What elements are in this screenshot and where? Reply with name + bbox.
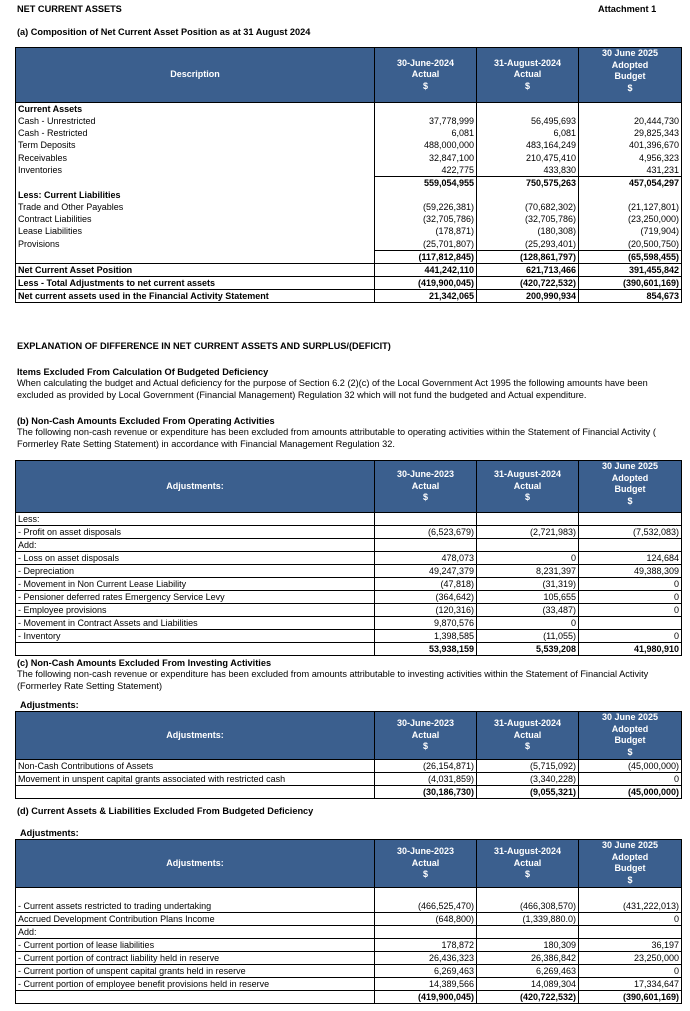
column-header-line1: 31-August-2024 <box>493 469 562 480</box>
row-value: 621,713,466 <box>477 263 579 276</box>
column-header-line2: Budget <box>614 484 646 494</box>
spacer-row <box>16 888 682 900</box>
net-current-assets-table <box>15 47 682 303</box>
column-header-line2: Actual <box>411 69 440 80</box>
column-header-line2: Actual <box>513 69 542 80</box>
row-value <box>375 925 477 938</box>
column-header <box>477 840 579 888</box>
row-value: 6,081 <box>477 127 579 139</box>
row-value: 478,073 <box>375 552 477 565</box>
row-value <box>579 617 682 630</box>
table-row <box>16 152 682 164</box>
table-row <box>16 103 682 116</box>
row-value: (70,682,302) <box>477 201 579 213</box>
table-row <box>16 115 682 127</box>
row-value: (1,339,880.0) <box>477 912 579 925</box>
row-value: (466,308,570) <box>477 900 579 913</box>
row-label: Lease Liabilities <box>16 225 375 237</box>
row-value: (390,601,169) <box>579 276 682 289</box>
column-header-line1: Description <box>170 69 220 80</box>
row-value: (648,800) <box>375 912 477 925</box>
column-header-line3: $ <box>524 492 530 503</box>
table-row <box>16 189 682 201</box>
row-label: Cash - Unrestricted <box>16 115 375 127</box>
table-row <box>16 990 682 1003</box>
column-header-top: 30 June 2025 <box>601 48 659 58</box>
row-value <box>477 189 579 201</box>
table-row <box>16 964 682 977</box>
row-label: - Pensioner deferred rates Emergency Service Levy <box>16 591 375 604</box>
table-row <box>16 139 682 151</box>
table-row <box>16 951 682 964</box>
table-header-row <box>16 840 682 888</box>
row-value: 488,000,000 <box>375 139 477 151</box>
row-value: (47,818) <box>375 578 477 591</box>
column-header-line2: Actual <box>411 729 440 740</box>
column-header <box>16 48 375 103</box>
row-value <box>477 539 579 552</box>
column-header-line2: Budget <box>614 71 646 81</box>
row-value: 401,396,670 <box>579 139 682 151</box>
row-label: Cash - Restricted <box>16 127 375 139</box>
row-value: 49,247,379 <box>375 565 477 578</box>
row-value: (33,487) <box>477 604 579 617</box>
row-value: 23,250,000 <box>579 951 682 964</box>
row-value: (5,715,092) <box>477 760 579 773</box>
row-label: - Current assets restricted to trading undertaking <box>16 900 375 913</box>
row-value <box>579 539 682 552</box>
column-header-line1: Adjustments: <box>166 729 224 740</box>
column-header-line1: 30-June-2023 <box>396 469 455 480</box>
row-value: (30,186,730) <box>375 786 477 799</box>
column-header <box>477 48 579 103</box>
column-header-line2: Budget <box>614 735 646 745</box>
row-value: 0 <box>477 617 579 630</box>
row-value: 4,956,323 <box>579 152 682 164</box>
column-header-line1: Adopted <box>611 59 649 70</box>
row-value: 53,938,159 <box>375 643 477 656</box>
row-value: 200,990,934 <box>477 289 579 302</box>
row-label: - Inventory <box>16 630 375 643</box>
row-label: Accrued Development Contribution Plans Income <box>16 912 375 925</box>
row-value <box>375 189 477 201</box>
row-value: 750,575,263 <box>477 176 579 189</box>
row-value: 854,673 <box>579 289 682 302</box>
row-label: Trade and Other Payables <box>16 201 375 213</box>
row-value: (364,642) <box>375 591 477 604</box>
row-label <box>16 990 375 1003</box>
row-value: 6,269,463 <box>477 964 579 977</box>
row-value: (7,532,083) <box>579 526 682 539</box>
excluded-assets-liabilities-table <box>15 839 682 1004</box>
table-row <box>16 289 682 302</box>
column-header-top: 30 June 2025 <box>601 840 659 850</box>
column-header-line2: Actual <box>513 729 542 740</box>
column-header-line1: 31-August-2024 <box>493 718 562 729</box>
row-label: Contract Liabilities <box>16 213 375 225</box>
section-b-text: The following non-cash revenue or expenditure has been excluded from amounts attributable to operating activities within the Statement of Financial Activity ( Formerley Rate Setting Statement) in accordance with Financial Management Regulation 32. <box>17 427 656 449</box>
row-value: 431,231 <box>579 164 682 177</box>
row-value: (420,722,532) <box>477 990 579 1003</box>
section-a-title: (a) Composition of Net Current Asset Position as at 31 August 2024 <box>17 27 311 37</box>
table-row <box>16 578 682 591</box>
row-value: (23,250,000) <box>579 213 682 225</box>
row-value: (420,722,532) <box>477 276 579 289</box>
row-value: (31,319) <box>477 578 579 591</box>
row-value <box>375 513 477 526</box>
column-header <box>16 461 375 513</box>
row-value: 41,980,910 <box>579 643 682 656</box>
attachment-label: Attachment 1 <box>598 4 657 14</box>
row-label: - Loss on asset disposals <box>16 552 375 565</box>
row-value: 391,455,842 <box>579 263 682 276</box>
row-value <box>579 513 682 526</box>
table-row <box>16 276 682 289</box>
row-value: 9,870,576 <box>375 617 477 630</box>
section-c-text: The following non-cash revenue or expenditure has been excluded from amounts attributable to investing activities within the Statement of Financial Activity (Formerley Rate Setting Statement) <box>17 669 649 691</box>
row-value <box>375 539 477 552</box>
column-header <box>477 712 579 760</box>
table-row <box>16 617 682 630</box>
row-value: 17,334,647 <box>579 977 682 990</box>
column-header-line3: $ <box>627 746 633 757</box>
row-value: 180,309 <box>477 938 579 951</box>
row-value: 37,778,999 <box>375 115 477 127</box>
row-value: (120,316) <box>375 604 477 617</box>
row-value: 210,475,410 <box>477 152 579 164</box>
row-value <box>375 103 477 116</box>
row-value: 6,081 <box>375 127 477 139</box>
column-header-line3: $ <box>422 492 428 503</box>
column-header <box>579 712 682 760</box>
section-c-adjustments-label: Adjustments: <box>20 700 79 710</box>
row-label: Current Assets <box>16 103 375 116</box>
column-header-line3: $ <box>627 495 633 506</box>
row-value: 6,269,463 <box>375 964 477 977</box>
row-value: 32,847,100 <box>375 152 477 164</box>
column-header-line3: $ <box>524 80 530 91</box>
column-header-line3: $ <box>627 82 633 93</box>
row-label: - Current portion of contract liability held in reserve <box>16 951 375 964</box>
column-header-top: 30 June 2025 <box>601 712 659 722</box>
row-value: (128,861,797) <box>477 250 579 263</box>
row-value <box>579 925 682 938</box>
row-value: (2,721,983) <box>477 526 579 539</box>
row-value: 0 <box>579 630 682 643</box>
column-header <box>375 461 477 513</box>
column-header-line2: Actual <box>513 857 542 868</box>
row-label: - Depreciation <box>16 565 375 578</box>
column-header-line3: $ <box>422 80 428 91</box>
table-row <box>16 526 682 539</box>
row-value: (32,705,786) <box>477 213 579 225</box>
table-row <box>16 250 682 263</box>
row-value <box>477 925 579 938</box>
table-row <box>16 977 682 990</box>
column-header-line1: 30-June-2023 <box>396 718 455 729</box>
row-label: - Employee provisions <box>16 604 375 617</box>
row-value <box>477 513 579 526</box>
row-value: 422,775 <box>375 164 477 177</box>
section-d-adjustments-label: Adjustments: <box>20 828 79 838</box>
row-value: (65,598,455) <box>579 250 682 263</box>
column-header-line3: $ <box>524 741 530 752</box>
row-value: 29,825,343 <box>579 127 682 139</box>
row-label: Add: <box>16 539 375 552</box>
row-value: (390,601,169) <box>579 990 682 1003</box>
table-row <box>16 263 682 276</box>
row-value: (180,308) <box>477 225 579 237</box>
explanation-title: EXPLANATION OF DIFFERENCE IN NET CURRENT ASSETS AND SURPLUS/(DEFICIT) <box>17 341 391 351</box>
row-value: 5,539,208 <box>477 643 579 656</box>
row-label: - Profit on asset disposals <box>16 526 375 539</box>
table-row <box>16 238 682 251</box>
row-value: 124,684 <box>579 552 682 565</box>
row-value: 20,444,730 <box>579 115 682 127</box>
page-title: NET CURRENT ASSETS <box>17 4 122 14</box>
row-value: (419,900,045) <box>375 276 477 289</box>
column-header-line3: $ <box>422 741 428 752</box>
column-header-line1: Adopted <box>611 851 649 862</box>
row-value: (25,701,807) <box>375 238 477 251</box>
row-label: Term Deposits <box>16 139 375 151</box>
row-value: (466,525,470) <box>375 900 477 913</box>
row-value: (25,293,401) <box>477 238 579 251</box>
row-value: 0 <box>579 773 682 786</box>
row-label: Net Current Asset Position <box>16 263 375 276</box>
row-value: 49,388,309 <box>579 565 682 578</box>
table-row <box>16 912 682 925</box>
row-value: (21,127,801) <box>579 201 682 213</box>
row-value: 0 <box>579 578 682 591</box>
column-header-line1: 30-June-2024 <box>396 57 455 68</box>
column-header-line3: $ <box>627 874 633 885</box>
row-label: - Movement in Contract Assets and Liabilities <box>16 617 375 630</box>
table-row <box>16 213 682 225</box>
items-excluded-title: Items Excluded From Calculation Of Budgeted Deficiency <box>17 367 269 377</box>
row-value: 26,436,323 <box>375 951 477 964</box>
table-row <box>16 786 682 799</box>
section-d-title: (d) Current Assets & Liabilities Excluded From Budgeted Deficiency <box>17 806 314 816</box>
table-row <box>16 773 682 786</box>
row-label: - Current portion of employee benefit provisions held in reserve <box>16 977 375 990</box>
column-header <box>477 461 579 513</box>
table-row <box>16 552 682 565</box>
column-header-line2: Actual <box>513 480 542 491</box>
row-label <box>16 643 375 656</box>
row-value: (11,055) <box>477 630 579 643</box>
column-header-line3: $ <box>524 869 530 880</box>
row-label <box>16 176 375 189</box>
table-row <box>16 201 682 213</box>
row-value: 559,054,955 <box>375 176 477 189</box>
row-label: Non-Cash Contributions of Assets <box>16 760 375 773</box>
row-value: (6,523,679) <box>375 526 477 539</box>
column-header-line1: Adjustments: <box>166 480 224 491</box>
row-label <box>16 250 375 263</box>
table-row <box>16 760 682 773</box>
row-value: (3,340,228) <box>477 773 579 786</box>
row-label: Provisions <box>16 238 375 251</box>
column-header <box>375 712 477 760</box>
row-value: 21,342,065 <box>375 289 477 302</box>
column-header-line1: 31-August-2024 <box>493 57 562 68</box>
row-value: 483,164,249 <box>477 139 579 151</box>
row-value <box>579 103 682 116</box>
row-value: (9,055,321) <box>477 786 579 799</box>
table-header-row <box>16 48 682 103</box>
row-value: 36,197 <box>579 938 682 951</box>
column-header-line1: Adopted <box>611 723 649 734</box>
row-value: 0 <box>579 604 682 617</box>
row-value <box>579 189 682 201</box>
row-value: (45,000,000) <box>579 760 682 773</box>
row-value: (117,812,845) <box>375 250 477 263</box>
table-row <box>16 565 682 578</box>
section-b-title: (b) Non-Cash Amounts Excluded From Operating Activities <box>17 416 275 426</box>
table-row <box>16 164 682 177</box>
row-value: 8,231,397 <box>477 565 579 578</box>
row-label: Net current assets used in the Financial Activity Statement <box>16 289 375 302</box>
row-label: Receivables <box>16 152 375 164</box>
table-row <box>16 539 682 552</box>
column-header-line1: Adopted <box>611 472 649 483</box>
table-row <box>16 925 682 938</box>
row-value: 178,872 <box>375 938 477 951</box>
column-header-line3: $ <box>422 869 428 880</box>
row-value: 0 <box>579 912 682 925</box>
column-header-line2: Budget <box>614 863 646 873</box>
row-value: (45,000,000) <box>579 786 682 799</box>
row-label: Less - Total Adjustments to net current assets <box>16 276 375 289</box>
row-value: 14,389,566 <box>375 977 477 990</box>
row-label: Less: <box>16 513 375 526</box>
row-value: 1,398,585 <box>375 630 477 643</box>
row-value: 26,386,842 <box>477 951 579 964</box>
table-row <box>16 604 682 617</box>
row-label: Inventories <box>16 164 375 177</box>
row-value: 433,830 <box>477 164 579 177</box>
row-value: 56,495,693 <box>477 115 579 127</box>
table-header-row <box>16 461 682 513</box>
row-value <box>477 103 579 116</box>
section-c-title: (c) Non-Cash Amounts Excluded From Investing Activities <box>17 658 272 668</box>
row-label: Add: <box>16 925 375 938</box>
row-value: 105,655 <box>477 591 579 604</box>
column-header <box>375 48 477 103</box>
row-label <box>16 786 375 799</box>
row-value: (419,900,045) <box>375 990 477 1003</box>
table-row <box>16 127 682 139</box>
row-value: 14,089,304 <box>477 977 579 990</box>
table-row <box>16 900 682 913</box>
row-label: Movement in unspent capital grants associated with restricted cash <box>16 773 375 786</box>
row-label: Less: Current Liabilities <box>16 189 375 201</box>
table-row <box>16 225 682 237</box>
row-label: - Current portion of lease liabilities <box>16 938 375 951</box>
row-label: - Movement in Non Current Lease Liability <box>16 578 375 591</box>
row-value: 0 <box>579 591 682 604</box>
column-header <box>579 48 682 103</box>
row-value: (20,500,750) <box>579 238 682 251</box>
table-row <box>16 176 682 189</box>
column-header-line1: Adjustments: <box>166 857 224 868</box>
row-value: (32,705,786) <box>375 213 477 225</box>
column-header <box>375 840 477 888</box>
column-header <box>579 461 682 513</box>
column-header <box>579 840 682 888</box>
table-row <box>16 591 682 604</box>
column-header-top: 30 June 2025 <box>601 461 659 471</box>
column-header-line2: Actual <box>411 480 440 491</box>
row-value: 0 <box>477 552 579 565</box>
row-value: (178,871) <box>375 225 477 237</box>
row-value: 457,054,297 <box>579 176 682 189</box>
table-row <box>16 630 682 643</box>
row-value: (59,226,381) <box>375 201 477 213</box>
investing-adjustments-table <box>15 711 682 799</box>
table-row <box>16 643 682 656</box>
column-header <box>16 712 375 760</box>
row-value: (4,031,859) <box>375 773 477 786</box>
column-header-line1: 30-June-2023 <box>396 846 455 857</box>
column-header-line1: 31-August-2024 <box>493 846 562 857</box>
operating-adjustments-table <box>15 460 682 656</box>
row-value: 0 <box>579 964 682 977</box>
row-value: (26,154,871) <box>375 760 477 773</box>
table-header-row <box>16 712 682 760</box>
row-value: (431,222,013) <box>579 900 682 913</box>
row-value: 441,242,110 <box>375 263 477 276</box>
items-excluded-text: When calculating the budget and Actual deficiency for the purpose of Section 6.2 (2)(c) of the Local Government Act 1995 the following amounts have been excluded as provided by Local Government (Financial Management) Regulation 32 which will not fund the budgeted and Actual expenditure. <box>17 378 648 400</box>
column-header <box>16 840 375 888</box>
table-row <box>16 938 682 951</box>
row-label: - Current portion of unspent capital grants held in reserve <box>16 964 375 977</box>
column-header-line2: Actual <box>411 857 440 868</box>
table-row <box>16 513 682 526</box>
row-value: (719,904) <box>579 225 682 237</box>
